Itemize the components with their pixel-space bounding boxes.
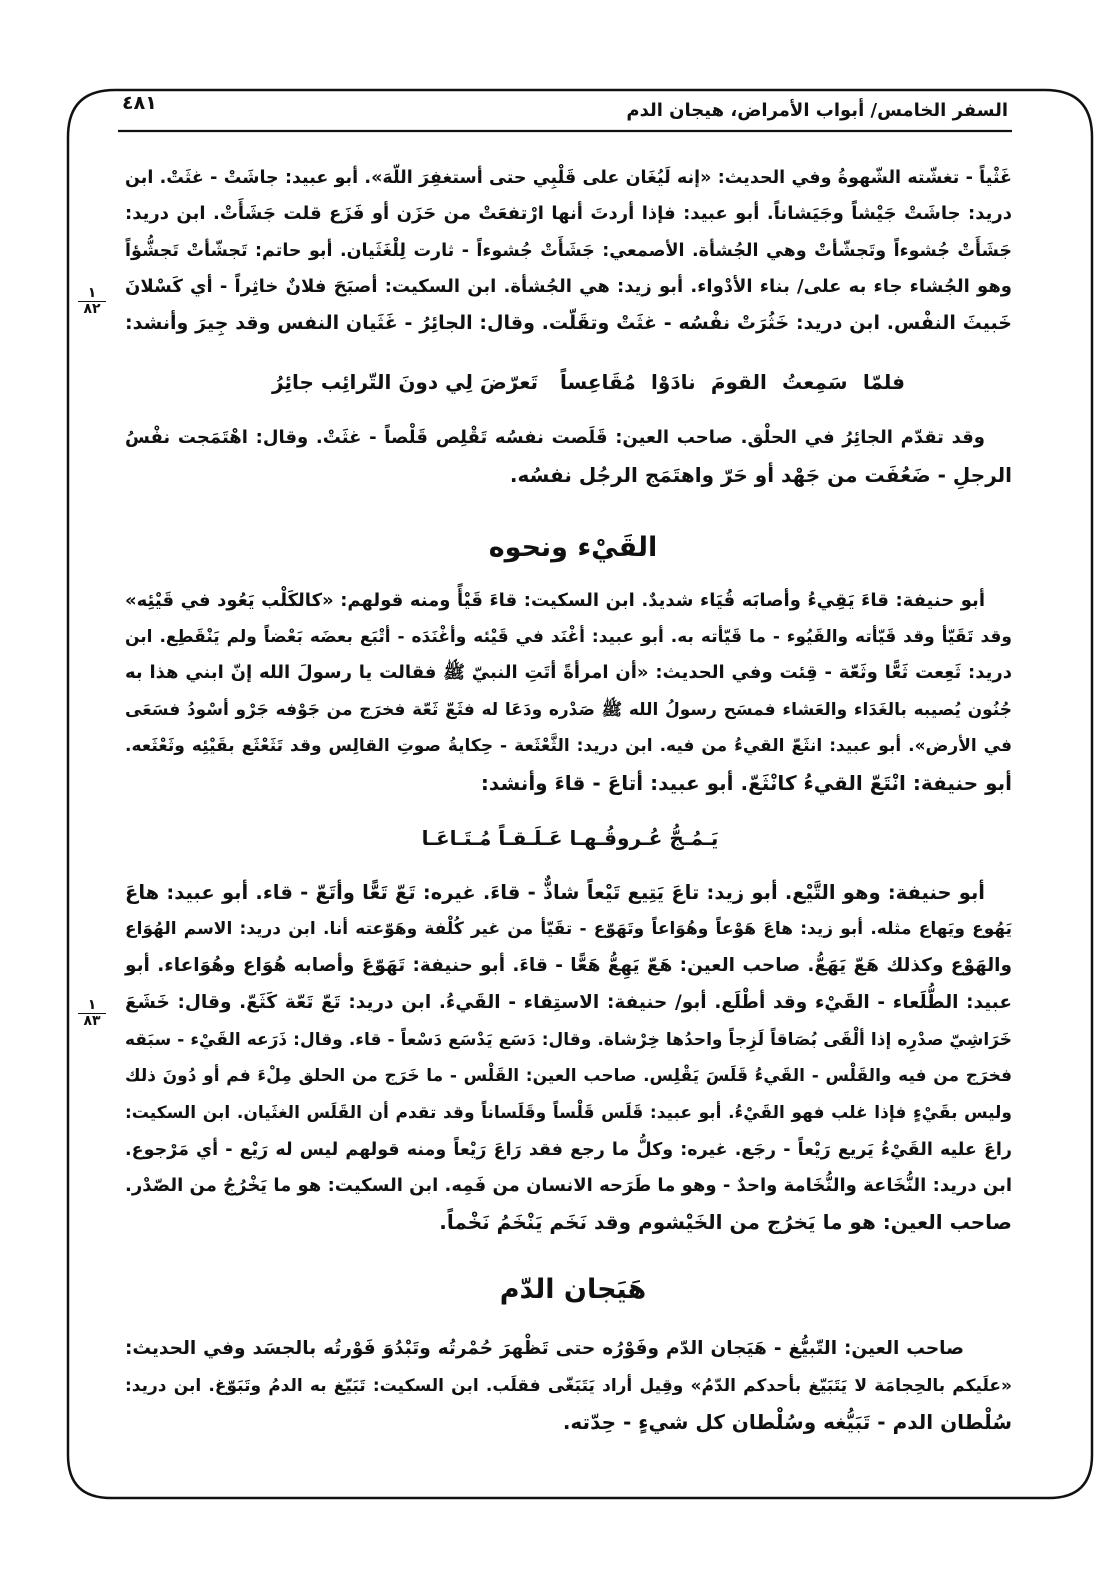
section-heading: القَيْء ونحوه	[488, 532, 658, 563]
verse-line: يَـمُـجُّ عُـروقُـهـا عَـلَـقـاً مُـتَـاعَـا	[421, 826, 719, 850]
text-line: خَرَاشِيّ صدْرِه إذا ألْقَى بُصَاقاً لَزِجاً واحدُها خِرْشاة. وقال: دَسَع يَدْسَع دَسْعاً - قاء. وقال: ذَرَعه القَيْء - سبَقه	[125, 1030, 1012, 1050]
section-heading: هَيَجان الدّم	[499, 1274, 647, 1305]
margin-note-numerator: ١	[87, 285, 97, 301]
text-line: وهو الجُشاء جاء به على/ بناء الأدْواء. أبو زيد: هي الجُشأة. ابن السكيت: أصبَحَ فلانٌ خاثِراً - أي كَسْلانَ	[125, 276, 1012, 297]
text-line: جُنُون يُصيبه بالغَدَاء والعَشاء فمسَح رسولُ الله ﷺ صَدْره ودَعَا له فثَعّ ثَعّة فخرَج من جَوْفه جَرْو أسْودُ فسَعَى	[125, 700, 1012, 720]
text-line: فخرَج من فيه والقَلْس - القَيءُ قَلَسَ يَقْلِس. صاحب العين: القَلْس - ما خَرَج من الحلق مِلْءَ فم أو دُونَ ذلك	[125, 1066, 1012, 1086]
text-line: راعَ عليه القَيْءُ يَريع رَيْعاً - رجَع. غيره: وكلُّ ما رجع فقد رَاعَ رَيْعاً ومنه قولهم ليس له رَيْع - أي مَرْجوع.	[125, 1140, 1012, 1160]
margin-note	[78, 286, 106, 317]
text-line: والهَوْع وكذلك هَعّ يَهَعُّ. صاحب العين: هَعّ يَهِعُّ هَعًّا - قاءَ. أبو حنيفة: تَهَوّعَ وأصابه هُوَاع وهُوَاعاء. أبو	[125, 955, 1012, 976]
text-line: وقد تقدّم الجائِرُ في الحلْق. صاحب العين: قَلَصت نفسُه تَقْلِص قَلْصاً - غثَتْ. وقال: اهْتَمَجت نفْسُ	[125, 427, 985, 448]
text-line: أبو حنيفة: وهو التَّيْع. أبو زيد: تاعَ يَتِيع تَيْعاً شاذٌّ - قاءَ. غيره: تَعّ تَعًّا وأتَعّ - قاء. أبو عبيد: هاعَ	[125, 881, 985, 904]
margin-note-numerator: ١	[87, 997, 97, 1013]
text-line: الرجلِ - ضَعُفَت من جَهْد أو حَرّ واهتَمَج الرجُل نفسُه.	[509, 463, 1012, 487]
text-line: غَثْياً - تغشّته الشّهوةُ وفي الحديث: «إنه لَيُغَان على قَلْبِي حتى أستغفِرَ اللّهَ». أبو عبيد: جاشَتْ - غثَتْ. ابن	[125, 168, 1012, 188]
running-header-title: السفر الخامس/ أبواب الأمراض، هيجان الدم	[626, 100, 1008, 121]
text-line: صاحب العين: التّبيُّغ - هَيَجان الدّم وفَوْرُه حتى تَظْهرَ حُمْرتُه وتَبْدُوَ فَوْرتُه بالجسَد وفي الحديث:	[125, 1338, 964, 1359]
margin-note-denominator: ٨٢	[78, 301, 106, 317]
text-line: دريد: ثَعِعت ثَعًّا وثَعّة - قِئت وفي الحديث: «أن امرأةً أتَتِ النبيّ ﷺ فقالت يا رسولَ الله إنّ ابني هذا به	[125, 662, 1012, 683]
text-line: وقد تَقَيّأ وقد قَيّأته والقَيُوء - ما قَيّأته به. أبو عبيد: أغْنَد في قَيْئه وأغْنَدَه - أتْبَع بعضَه بَعْضاً ولم يَنْقَطِع. ابن	[125, 627, 1012, 647]
verse-hemistich-second: تَعرّضَ لِي دونَ التّرائِب جائِرُ	[272, 370, 538, 394]
margin-note-denominator: ٨٣	[78, 1013, 106, 1029]
text-line: ابن دريد: النُّخَاعة والنُّخَامة واحدٌ - وهو ما طَرَحه الانسان من فَمِه. ابن السكيت: هو ما يَخْرُجُ من الصّدْر.	[125, 1175, 1012, 1196]
text-line: صاحب العين: هو ما يَخرُج من الخَيْشوم وقد نَخَم يَنْخَمُ نَخْماً.	[439, 1210, 1012, 1234]
text-line: وليس بقَيْءٍ فإذا غلب فهو القَيْءُ. أبو عبيد: قَلَس قَلْساً وقَلَساناً وقد تقدم أن القَلَس الغثَيان. ابن السكيت:	[125, 1103, 1012, 1123]
text-line: أبو حنيفة: قاءَ يَقِيءُ وأصابَه قُيَاء شديدٌ. ابن السكيت: قاءَ قَيْأً ومنه قولهم: «كالكَلْب يَعُود في قَيْئِه»	[125, 590, 985, 611]
text-line: «علَيكم بالحِجامَة لا يَتَبَيّغ بأحدكم الدّمُ» وقِيل أراد يَتَبَغّى فقلَب. ابن السكيت: تَبَيّغ به الدمُ وتَبَوّغ. ابن دريد:	[125, 1376, 1012, 1396]
text-line: أبو حنيفة: انْتَعّ القيءُ كانْثَعّ. أبو عبيد: أتاعَ - قاءَ وأنشد:	[480, 771, 1012, 795]
text-line: في الأرض». أبو عبيد: انثَعّ القيءُ من فيه. ابن دريد: الثَّعْثَعة - حِكايةُ صوتِ القالِس وقد تَثَعْثَع بقَيْئِه وثَعْثَعه.	[125, 736, 1012, 756]
verse-hemistich-first: فلمّا سَمِعتُ القومَ نادَوْا مُقَاعِساً	[560, 370, 905, 394]
page-number: ٤٨١	[122, 92, 157, 114]
text-line: يَهُوع ويَهاع مثله. أبو زيد: هاعَ هَوْعاً وهُوَاعاً وتَهَوّع - تقَيّأ من غير كُلْفة وهَوّعته أنا. ابن دريد: الاسم الهُوَاع	[125, 919, 1012, 939]
text-line: سُلْطان الدم - تَبَيُّغه وسُلْطان كل شيءٍ - حِدّته.	[562, 1410, 1012, 1434]
text-line: دريد: جاشَتْ جَيْشاً وجَيَشاناً. أبو عبيد: فإذا أردتَ أنها ارْتفعَتْ من حَزَن أو فَزَع قلت جَشَأَتْ. ابن دريد:	[125, 203, 1012, 224]
margin-note	[78, 998, 106, 1029]
text-line: جَشَأَتْ جُشوءاً وتَجشّأتْ وهي الجُشأة. الأصمعي: جَشَأَتْ جُشوءاً - ثارت لِلْغَثَيان. أبو حاتم: تَجشّأتْ تَجشُّؤاً	[125, 241, 1012, 261]
text-line: خَبيثَ النفْس. ابن دريد: خَثُرَتْ نفْسُه - غثَتْ وتقَلّت. وقال: الجائِرُ - غَثَيان النفس وقد جِيرَ وأنشد:	[125, 312, 1012, 334]
text-line: عبيد: الطُّلَعاء - القَيْء وقد أطْلَع. أبو/ حنيفة: الاستِقاء - القَيءُ. ابن دريد: تَعّ تَعّة كَثَعّ. وقال: خَشَعَ	[125, 992, 1012, 1013]
